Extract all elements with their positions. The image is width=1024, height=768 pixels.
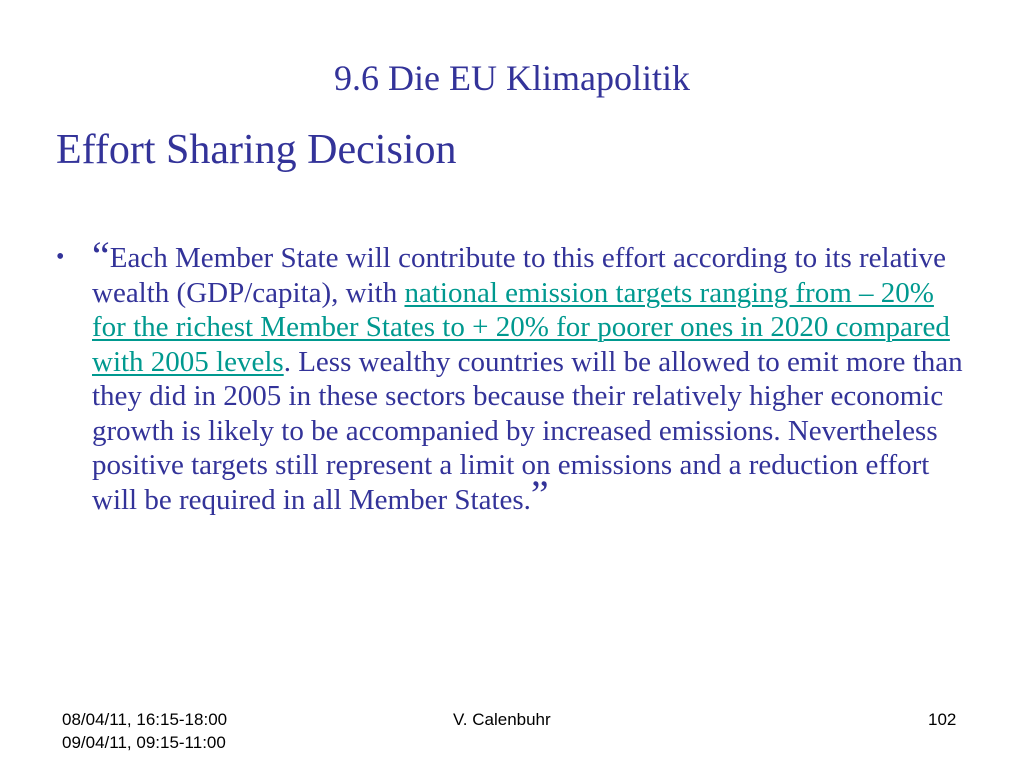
page-number: 102 [928,710,957,729]
footer-date-line-2: 09/04/11, 09:15-11:00 [62,733,226,752]
close-quote-mark: ” [530,471,549,517]
slide-title: Effort Sharing Decision [56,127,457,173]
footer-dates [62,708,227,754]
body-text-rest: . Less wealthy countries will be allowed to emit more than they did in 2005 in these sectors because their relatively higher economic growth is likely to be accompanied by increased emissions. Nevertheless positive targets still represent a limit on emissions and a reduction effort will be required in all Member States. [92,345,963,516]
bullet-icon: • [56,244,65,270]
section-title: 9.6 Die EU Klimapolitik [334,58,690,98]
body-text-intro: Each Member State will contribute to this effort according to its relative wealth (GDP/capita), with [92,242,946,309]
footer-author: V. Calenbuhr [453,710,551,729]
bullet-body-text [92,233,972,517]
footer-date-line-1: 08/04/11, 16:15-18:00 [62,710,228,729]
emission-targets-link[interactable]: national emission targets ranging from – 20% for the richest Member States to + 20% for poorer ones in 2020 compared with 2005 levels [92,276,950,378]
open-quote-mark: “ [92,233,110,278]
